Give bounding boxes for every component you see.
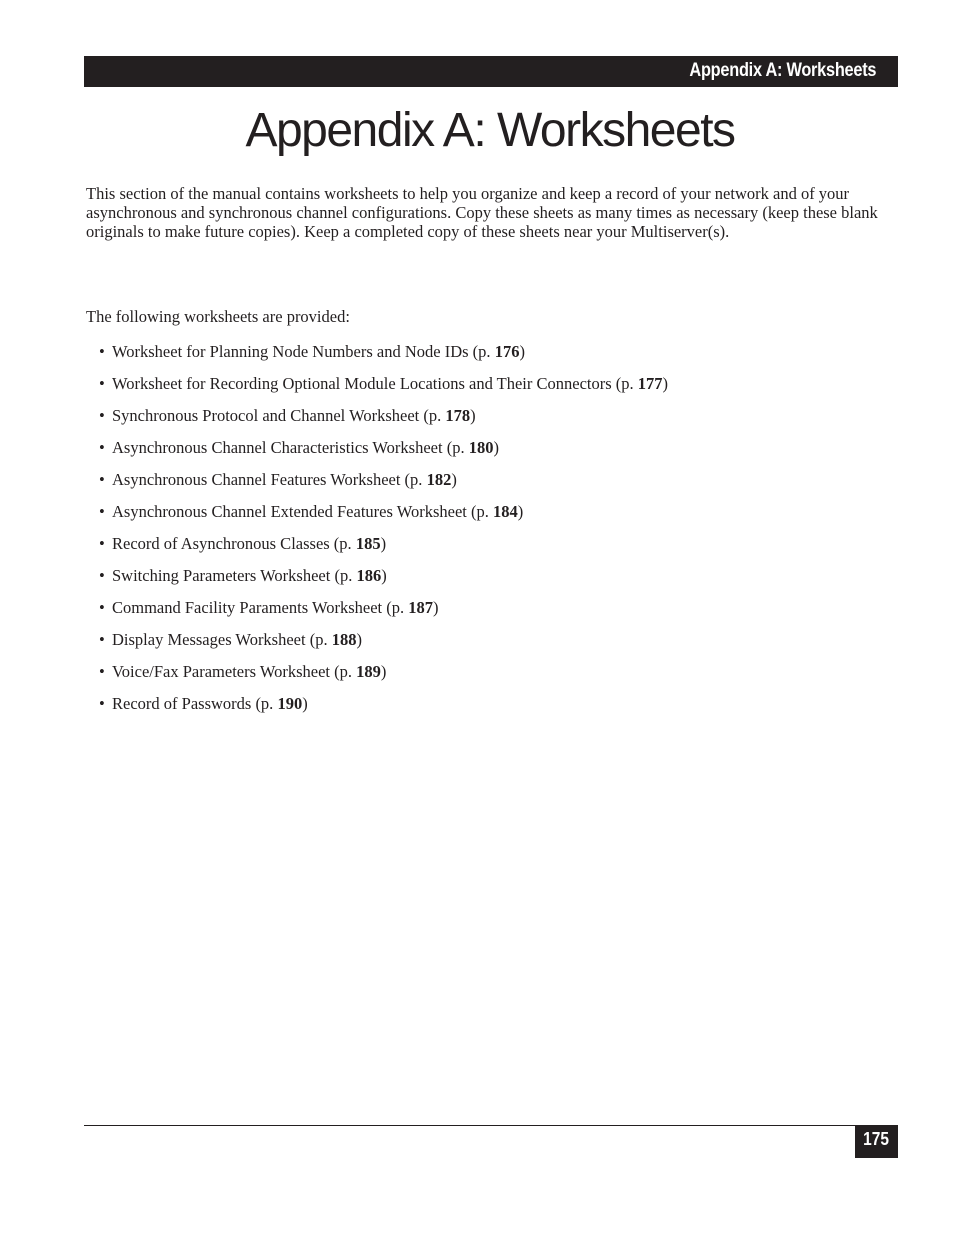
bullet-icon: •	[99, 630, 105, 649]
worksheet-page-ref: 177	[637, 374, 663, 393]
worksheet-list	[99, 342, 668, 726]
worksheet-list-item	[99, 598, 668, 630]
page-number: 175	[863, 1129, 890, 1149]
worksheet-list-item	[99, 566, 668, 598]
closing-paren: )	[380, 662, 387, 681]
bullet-icon: •	[99, 374, 105, 393]
worksheet-list-item	[99, 470, 668, 502]
closing-paren: )	[381, 566, 387, 585]
worksheet-title: Record of Passwords (p.	[112, 694, 278, 713]
worksheet-list-item	[99, 694, 668, 726]
worksheet-title: Record of Asynchronous Classes (p.	[112, 534, 356, 553]
running-header-title: Appendix A: Worksheets	[689, 60, 876, 81]
worksheet-list-item	[99, 342, 668, 374]
worksheet-title: Asynchronous Channel Characteristics Worksheet (p.	[112, 438, 469, 457]
closing-paren: )	[356, 630, 362, 649]
bullet-icon: •	[99, 470, 105, 489]
worksheet-title: Worksheet for Planning Node Numbers and Node IDs (p.	[112, 342, 495, 361]
worksheet-list-item	[99, 662, 668, 694]
worksheet-page-ref: 190	[277, 694, 303, 713]
worksheet-page-ref: 189	[356, 662, 381, 681]
running-header-bar	[84, 56, 898, 87]
worksheet-list-item	[99, 534, 668, 566]
worksheet-page-ref: 178	[445, 406, 471, 425]
worksheet-page-ref: 182	[426, 470, 452, 489]
closing-paren: )	[519, 342, 525, 361]
worksheet-page-ref: 176	[494, 342, 520, 361]
intro-paragraph: This section of the manual contains worksheets to help you organize and keep a record of your network and of your asynchronous and synchronous channel configurations. Copy these sheets as many times as necessary (keep these blank originals to make future copies). Keep a completed copy of these sheets near your Multiserver(s).	[86, 184, 878, 241]
worksheet-title: Worksheet for Recording Optional Module Locations and Their Connectors (p.	[112, 374, 638, 393]
closing-paren: )	[302, 694, 308, 713]
closing-paren: )	[470, 406, 476, 425]
footer-rule	[84, 1125, 898, 1126]
closing-paren: )	[433, 598, 439, 617]
worksheet-title: Asynchronous Channel Extended Features Worksheet (p.	[112, 502, 493, 521]
worksheet-title: Synchronous Protocol and Channel Worksheet (p.	[112, 406, 446, 425]
worksheet-list-item	[99, 374, 668, 406]
bullet-icon: •	[99, 566, 105, 585]
worksheet-page-ref: 188	[331, 630, 357, 649]
bullet-icon: •	[99, 534, 105, 553]
closing-paren: )	[451, 470, 457, 489]
closing-paren: )	[662, 374, 669, 393]
bullet-icon: •	[99, 342, 105, 361]
worksheet-list-item	[99, 438, 668, 470]
worksheet-title: Command Facility Paraments Worksheet (p.	[112, 598, 409, 617]
bullet-icon: •	[99, 502, 105, 521]
worksheet-title: Display Messages Worksheet (p.	[112, 630, 332, 649]
worksheet-page-ref: 186	[356, 566, 382, 585]
worksheet-list-item	[99, 406, 668, 438]
bullet-icon: •	[99, 694, 105, 713]
worksheet-list-item	[99, 630, 668, 662]
worksheet-page-ref: 187	[408, 598, 433, 617]
bullet-icon: •	[99, 438, 105, 457]
list-lead-text: The following worksheets are provided:	[86, 307, 350, 326]
closing-paren: )	[517, 502, 524, 521]
bullet-icon: •	[99, 406, 105, 425]
page-number-box	[855, 1125, 898, 1158]
worksheet-page-ref: 185	[355, 534, 381, 553]
worksheet-page-ref: 180	[468, 438, 494, 457]
closing-paren: )	[380, 534, 387, 553]
worksheet-list-item	[99, 502, 668, 534]
worksheet-title: Asynchronous Channel Features Worksheet (p.	[112, 470, 427, 489]
worksheet-title: Switching Parameters Worksheet (p.	[112, 566, 357, 585]
page-title: Appendix A: Worksheets	[245, 104, 735, 157]
closing-paren: )	[493, 438, 499, 457]
bullet-icon: •	[99, 662, 105, 681]
worksheet-title: Voice/Fax Parameters Worksheet (p.	[112, 662, 357, 681]
bullet-icon: •	[99, 598, 105, 617]
worksheet-page-ref: 184	[493, 502, 518, 521]
